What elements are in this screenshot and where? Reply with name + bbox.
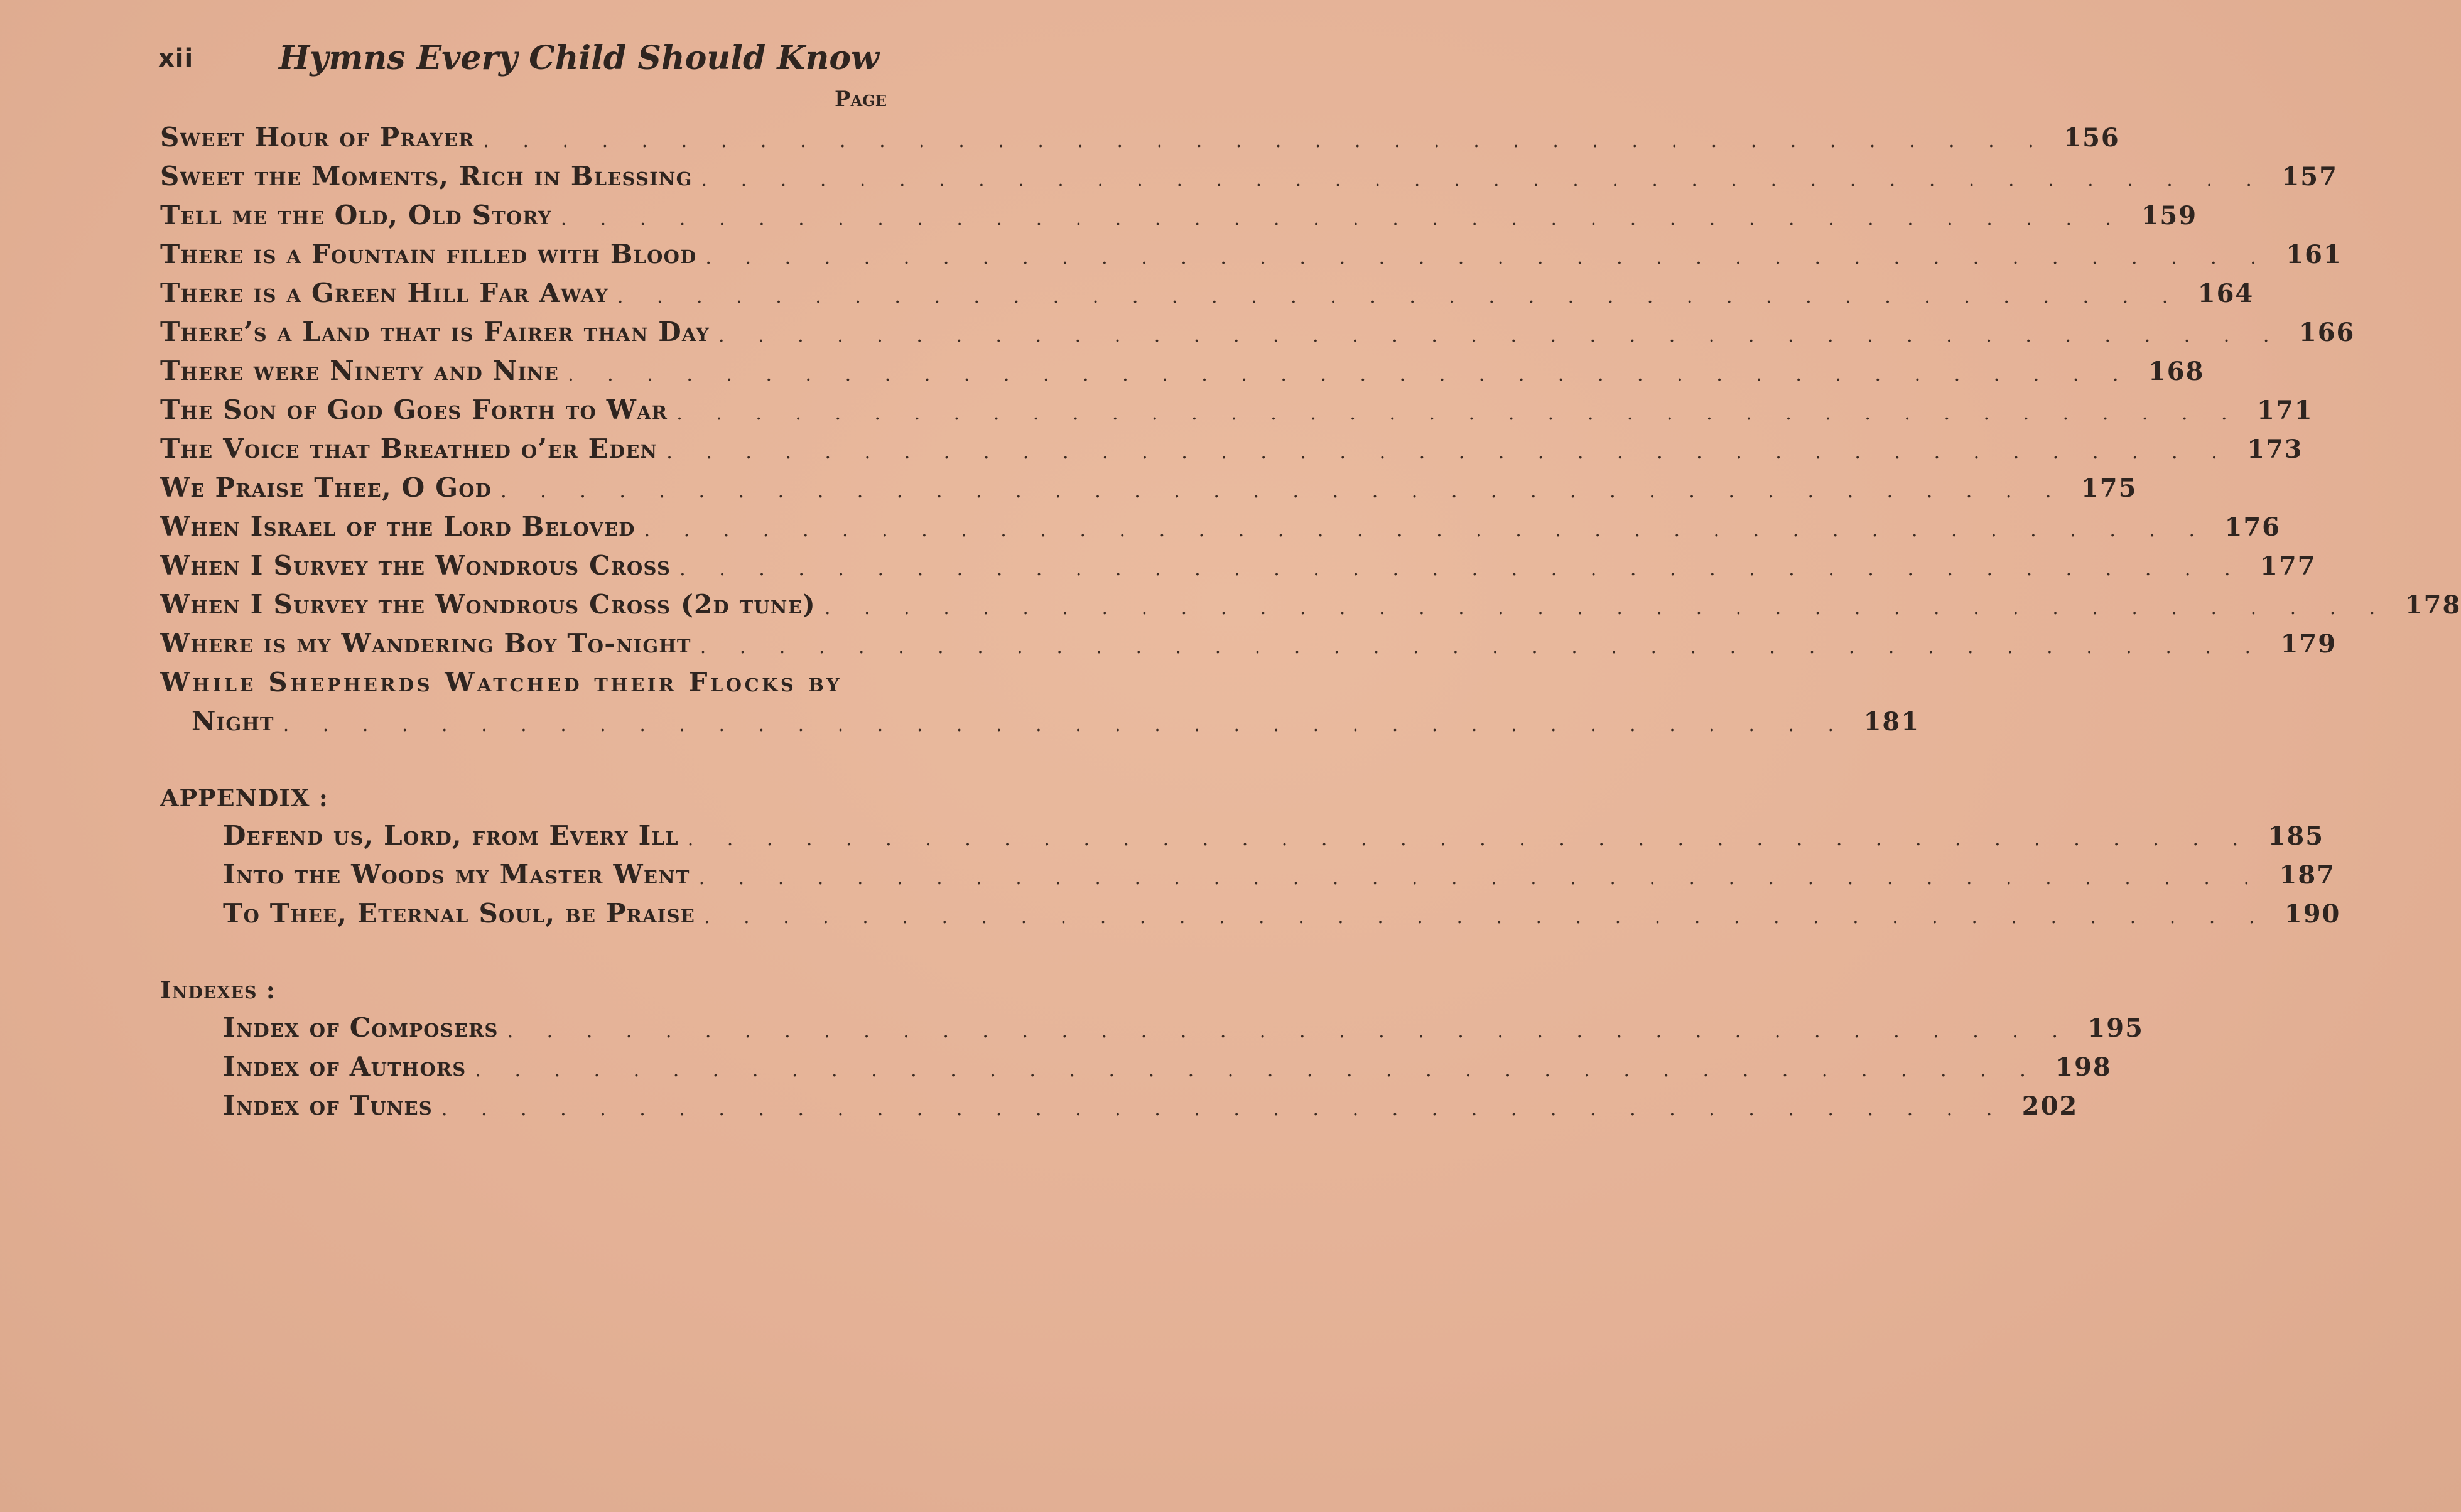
entry-page-number: 159 xyxy=(2141,201,2198,230)
entry-title: Tell me the Old, Old Story xyxy=(160,200,552,230)
entry-title: When Israel of the Lord Beloved xyxy=(160,511,636,542)
toc-entry xyxy=(160,229,2342,269)
indexes-list xyxy=(160,1002,2144,1121)
entry-title: There is a Green Hill Far Away xyxy=(160,278,608,308)
entry-page-number: 168 xyxy=(2148,357,2205,386)
entry-title: The Voice that Breathed o’er Eden xyxy=(160,433,658,464)
dot-leader: . . . . . . . . . . . . . . . . . . . . . . . . . . . . . . . . . . . . . . . . xyxy=(705,247,2270,269)
toc-entry xyxy=(160,151,2338,192)
entry-title: Index of Authors xyxy=(223,1051,467,1082)
dot-leader: . . . . . . . . . . . . . . . . . . . . . . . . . . . . . . . . . . . . . . . . xyxy=(700,636,2265,658)
entry-page-number: 156 xyxy=(2063,123,2120,153)
toc-entry-wrapped-line1 xyxy=(160,657,889,696)
dot-leader: . . . . . . . . . . . . . . . . . . . . . . . . . . . . . . . . . . . . . . . . xyxy=(687,828,2253,850)
index-entry xyxy=(223,1080,2079,1121)
entry-page-number: 176 xyxy=(2224,512,2281,542)
entry-page-number: 164 xyxy=(2197,279,2254,308)
dot-leader: . . . . . . . . . . . . . . . . . . . . . . . . . . . . . . . . . . . . . . . . xyxy=(679,558,2244,580)
entry-page-number: 179 xyxy=(2280,629,2337,659)
entry-title: Night xyxy=(192,706,274,737)
entry-title: There is a Fountain filled with Blood xyxy=(160,239,697,269)
entry-page-number: 161 xyxy=(2286,240,2342,269)
indexes-section xyxy=(160,963,2144,1121)
entry-title: The Son of God Goes Forth to War xyxy=(160,394,668,425)
appendix-section xyxy=(160,771,2341,929)
toc-entry xyxy=(160,384,2313,425)
running-title: Hymns Every Child Should Know xyxy=(279,39,879,77)
entry-page-number: 190 xyxy=(2284,899,2341,929)
index-entry xyxy=(223,1002,2144,1043)
dot-leader: . . . . . . . . . . . . . . . . . . . . . . . . . . . . . . . . . . . . . . . . xyxy=(698,867,2264,889)
dot-leader: . . . . . . . . . . . . . . . . . . . . . . . . . . . . . . . . . . . . . . . . xyxy=(500,480,2065,502)
dot-leader: . . . . . . . . . . . . . . . . . . . . . . . . . . . . . . . . . . . . . . . . xyxy=(507,1020,2072,1042)
appendix-entry xyxy=(223,849,2336,890)
appendix-heading: APPENDIX : xyxy=(160,784,328,812)
dot-leader: . . . . . . . . . . . . . . . . . . . . . . . . . . . . . . . . . . . . . . . . xyxy=(617,286,2182,308)
page-header xyxy=(158,39,879,83)
entry-title: When I Survey the Wondrous Cross (2d tune) xyxy=(160,589,816,620)
dot-leader: . . . . . . . . . . . . . . . . . . . . . . . . . . . . . . . . . . . . . . . . xyxy=(666,441,2231,463)
entry-page-number: 178 xyxy=(2404,590,2461,620)
entry-page-number: 175 xyxy=(2080,473,2138,503)
entry-title: We Praise Thee, O God xyxy=(160,472,492,503)
dot-leader: . . . . . . . . . . . . . . . . . . . . . . . . . . . . . . . . . . . . . . . . xyxy=(701,169,2266,191)
appendix-entry xyxy=(223,888,2341,929)
dot-leader: . . . . . . . . . . . . . . . . . . . . . . . . . . . . . . . . . . . . . . . . xyxy=(704,906,2269,928)
dot-leader: . . . . . . . . . . . . . . . . . . . . . . . . . . . . . . . . . . . . . . . . xyxy=(483,130,2048,152)
dot-leader: . . . . . . . . . . . . . . . . . . . . . . . . . . . . . . . . . . . . . . . . xyxy=(568,364,2133,386)
toc-entry xyxy=(160,423,2303,464)
dot-leader: . . . . . . . . . . . . . . . . . . . . . . . . . . . . . . . . . . . . . . . . xyxy=(644,519,2209,541)
toc-entry xyxy=(160,462,2138,503)
entry-title: When I Survey the Wondrous Cross xyxy=(160,550,671,581)
entry-title: Where is my Wandering Boy To-night xyxy=(160,628,691,659)
toc-entry xyxy=(160,579,2461,620)
entry-title: Sweet Hour of Prayer xyxy=(160,122,475,153)
appendix-list xyxy=(160,810,2341,929)
entry-title: There were Ninety and Nine xyxy=(160,355,560,386)
entry-page-number: 195 xyxy=(2087,1013,2144,1043)
toc-entry xyxy=(160,501,2281,542)
entry-title: Defend us, Lord, from Every Ill xyxy=(223,820,679,851)
toc-entry xyxy=(160,267,2254,308)
entry-page-number: 202 xyxy=(2021,1091,2079,1121)
hymn-entry-list xyxy=(160,112,2461,659)
dot-leader: . . . . . . . . . . . . . . . . . . . . . . . . . . . . . . . . . . . . . . . . xyxy=(824,597,2389,619)
toc-entry xyxy=(160,306,2356,347)
entry-title: Sweet the Moments, Rich in Blessing xyxy=(160,161,693,192)
indexes-heading: Indexes : xyxy=(160,976,276,1004)
entry-page-number: 171 xyxy=(2257,396,2313,425)
folio-number: xii xyxy=(158,44,194,73)
entry-page-number: 185 xyxy=(2268,821,2325,851)
dot-leader: . . . . . . . . . . . . . . . . . . . . . . . . . . . . . . . . . . . . . . . . xyxy=(718,325,2283,347)
index-entry xyxy=(223,1041,2112,1082)
page-column-label: Page xyxy=(835,87,887,112)
toc-entry-wrapped-line2 xyxy=(160,696,1920,737)
toc-entry xyxy=(160,618,2337,659)
entry-page-number: 181 xyxy=(1863,707,1920,737)
entry-page-number: 157 xyxy=(2281,162,2338,192)
toc-entry xyxy=(160,345,2205,386)
dot-leader: . . . . . . . . . . . . . . . . . . . . . . . . . . . . . . . . . . . . . . . . xyxy=(441,1098,2006,1120)
toc-entry xyxy=(160,540,2317,581)
dot-leader: . . . . . . . . . . . . . . . . . . . . . . . . . . . . . . . . . . . . . . . . xyxy=(560,208,2126,230)
dot-leader: . . . . . . . . . . . . . . . . . . . . . . . . . . . . . . . . . . . . . . . . xyxy=(676,402,2241,424)
entry-title: Index of Tunes xyxy=(223,1090,433,1121)
entry-title: While Shepherds Watched their Flocks by xyxy=(160,667,843,698)
entry-title: There’s a Land that is Fairer than Day xyxy=(160,316,710,347)
entry-page-number: 177 xyxy=(2260,551,2317,581)
entry-page-number: 198 xyxy=(2055,1052,2112,1082)
entry-title: Index of Composers xyxy=(223,1012,499,1043)
dot-leader: . . . . . . . . . . . . . . . . . . . . . . . . . . . . . . . . . . . . . . . . xyxy=(475,1059,2040,1081)
table-of-contents xyxy=(160,112,2461,1121)
appendix-entry xyxy=(223,810,2325,851)
toc-entry xyxy=(160,190,2198,230)
toc-entry xyxy=(160,112,2120,153)
entry-page-number: 166 xyxy=(2298,318,2356,347)
dot-leader: . . . . . . . . . . . . . . . . . . . . . . . . . . . . . . . . . . . . . . . . xyxy=(283,714,1848,736)
entry-title: Into the Woods my Master Went xyxy=(223,859,690,890)
entry-page-number: 173 xyxy=(2247,435,2303,464)
entry-title: To Thee, Eternal Soul, be Praise xyxy=(223,898,696,929)
entry-page-number: 187 xyxy=(2279,860,2336,890)
